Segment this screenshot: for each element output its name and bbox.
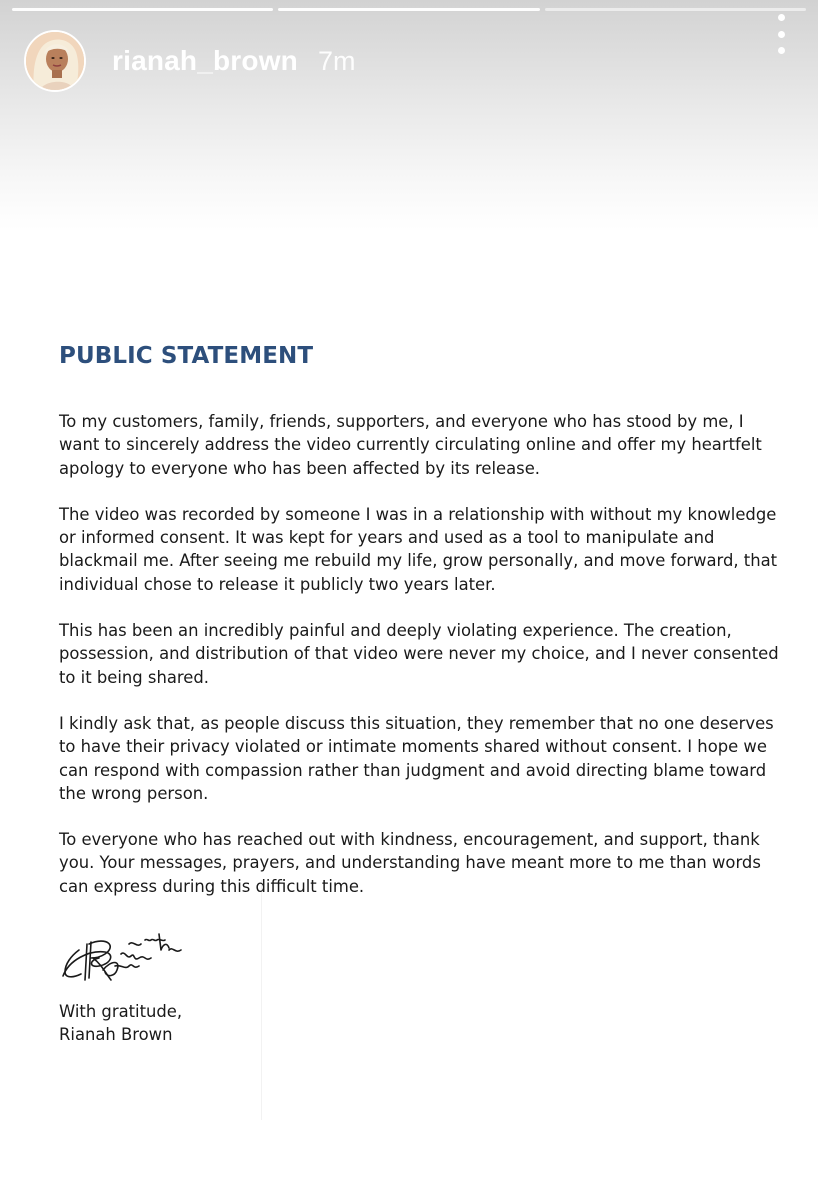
paragraph-line: apology to everyone who has been affected by its release. bbox=[59, 458, 541, 478]
paragraph-line: blackmail me. After seeing me rebuild my life, grow personally, and move forward, that bbox=[59, 551, 778, 571]
story-header bbox=[24, 28, 794, 94]
paragraph-line: or informed consent. It was kept for years and used as a tool to manipulate and bbox=[59, 528, 715, 548]
progress-segment bbox=[545, 8, 806, 11]
paragraph-line: individual chose to release it publicly two years later. bbox=[59, 574, 496, 594]
paragraph-line: To my customers, family, friends, supporters, and everyone who has stood by me, I bbox=[59, 412, 744, 431]
story-timestamp: 7m bbox=[318, 45, 356, 76]
statement-paragraph bbox=[59, 828, 779, 898]
statement-paragraph bbox=[59, 619, 779, 689]
paragraph-line: The video was recorded by someone I was in a relationship with without my knowledge bbox=[59, 504, 777, 524]
story-progress-bar bbox=[12, 8, 806, 11]
paragraph-line: the wrong person. bbox=[59, 783, 209, 803]
statement-title: PUBLIC STATEMENT bbox=[59, 343, 314, 369]
more-dot bbox=[778, 14, 785, 21]
paragraph-line: to it being shared. bbox=[59, 667, 209, 687]
paragraph-line: To everyone who has reached out with kindness, encouragement, and support, thank bbox=[59, 830, 760, 850]
paragraph-line: can express during this difficult time. bbox=[59, 876, 365, 896]
more-dot bbox=[778, 31, 785, 38]
avatar-image bbox=[26, 32, 84, 90]
signature-drawing bbox=[59, 930, 189, 986]
paragraph-line: to have their privacy violated or intimate moments shared without consent. I hope we bbox=[59, 737, 767, 757]
paragraph-line: possession, and distribution of that video were never my choice, and I never consented bbox=[59, 644, 779, 664]
paragraph-line: want to sincerely address the video currently circulating online and offer my heartfelt bbox=[59, 435, 762, 455]
more-dot bbox=[778, 47, 785, 54]
paragraph-line: I kindly ask that, as people discuss this situation, they remember that no one deserves bbox=[59, 713, 774, 733]
story-username[interactable]: rianah_brown bbox=[112, 45, 298, 76]
statement-closing bbox=[59, 1000, 779, 1047]
statement-paragraph bbox=[59, 712, 779, 805]
paragraph-line: you. Your messages, prayers, and understanding have meant more to me than words bbox=[59, 853, 761, 873]
statement-document bbox=[59, 336, 779, 1047]
statement-paragraph bbox=[59, 410, 779, 480]
progress-segment bbox=[278, 8, 539, 11]
handwritten-signature bbox=[59, 930, 189, 986]
signer-name: Rianah Brown bbox=[59, 1025, 173, 1045]
statement-paragraph bbox=[59, 503, 779, 596]
paragraph-line: This has been an incredibly painful and deeply violating experience. The creation, bbox=[59, 621, 732, 641]
avatar[interactable] bbox=[24, 30, 86, 92]
paragraph-line: can respond with compassion rather than judgment and avoid directing blame toward bbox=[59, 760, 767, 780]
closing-salutation: With gratitude, bbox=[59, 1002, 183, 1022]
progress-segment bbox=[12, 8, 273, 11]
more-vertical-icon[interactable] bbox=[766, 14, 796, 54]
